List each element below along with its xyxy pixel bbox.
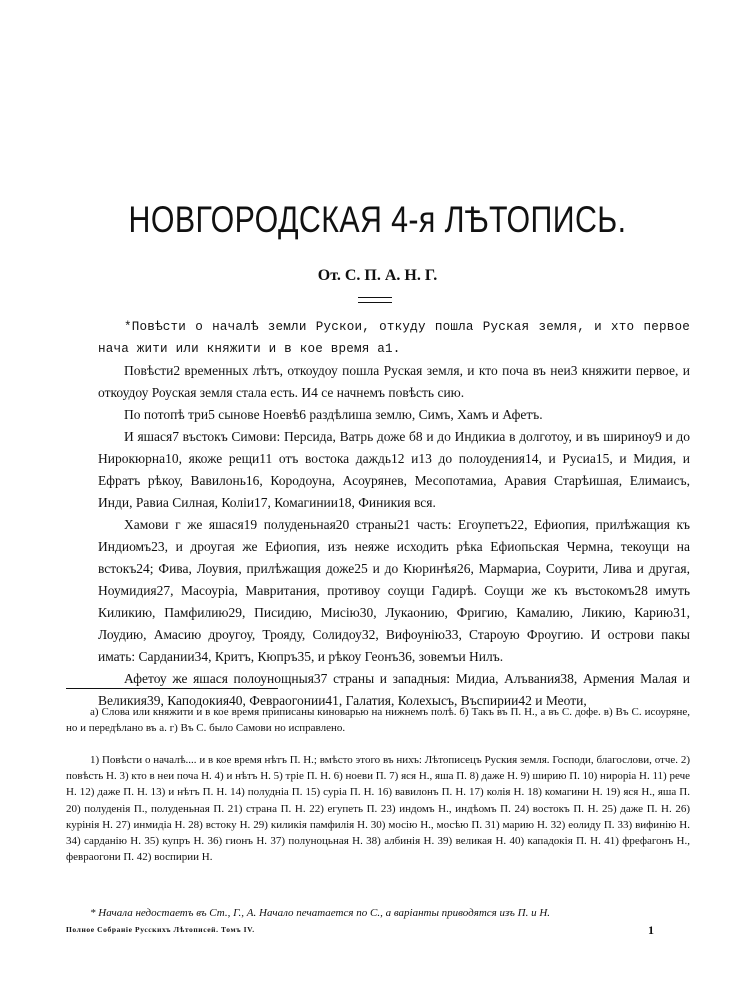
page-number: 1 (648, 923, 654, 937)
main-text (98, 316, 690, 712)
footnote-separator (66, 688, 278, 689)
page-subtitle: От. С. П. А. Н. Г. (317, 267, 438, 284)
paragraph: Афетоу же яшася полоунощныя37 страны и западныя: Мидиа, Алъвания38, Армения Малая и Великия39, Каподокия40, Февраогонии41, Галатия, Колехысъ, Въспирии42 и Меоти, (98, 671, 690, 708)
numbered-footnotes (66, 752, 690, 865)
intro-paragraph: *Повѣсти о началѣ земли Рускои, откуду пошла Руская земля, и хто первое нача жити или княжити и в кое время а1. (98, 320, 690, 356)
paragraph: Хамови г же яшася19 полуденьная20 страны21 часть: Егоупетъ22, Ефиопия, прилѣжащия къ Индиомъ23, и дроугая же Ефиопия, изъ неяже исходить рѣка Ефиопьская Чермна, текоущи на встокъ24; Фива, Лоувия, прилѣжащия доже25 и до Кюринѣя26, Мармариа, Соурити, Лива и другая, Ноумидия27, Масоуріа, Мавритания, противоу соущи Гадирѣ. Соущи же къ въстокомъ28 имуть Киликию, Памфилию29, Писидию, Мисiю30, Лукаонию, Фригию, Камалию, Ликию, Карию31, Лоудию, Амасию дроугоу, Трояду, Солидоу32, Вифоунiю33, Староую Фроугию. И острови пакы имать: Сардании34, Критъ, Кюпръ35, и рѣкоу Геонъ36, зовемъи Нилъ. (98, 517, 690, 664)
page-title: НОВГОРОДСКАЯ 4-я ЛѢТОПИСЬ. (128, 199, 627, 240)
footnote-lettered: а) Слова или княжити и в кое время приписаны киноварью на нижнемъ полѣ. б) Такъ въ П. Н., а въ С. дофе. в) Въ С. исоуряне, но и передѣлано въ а. г) Въ С. было Самови но исправлено. (66, 706, 690, 734)
star-footnote: * Начала недостаетъ въ Ст., Г., А. Начало печатается по С., а варiанты приводятся изъ П. и Н. (90, 907, 551, 919)
lettered-footnotes (66, 704, 690, 736)
paragraph: По потопѣ три5 сынове Ноевѣ6 раздѣлиша землю, Симъ, Хамъ и Афетъ. (124, 407, 543, 422)
paragraph: Повѣсти2 временных лѣтъ, откоудоу пошла Руская земля, и кто поча въ неи3 княжити первое, и откоудоу Роуская земля стала есть. И4 се начнемъ повѣсть сию. (98, 363, 690, 400)
paragraph: И яшася7 въстокъ Симови: Персида, Ватрь доже б8 и до Индикиа в долготоу, и въ шириноу9 и до Нирокюрна10, якоже рещи11 отъ востока даждь12 и13 до полоудения14, и Русиа15, и Мидия, и Ефратъ рѣкоу, Вавилонь16, Кородоуна, Асоурянев, Месопотамиа, Аравия Старѣишая, Елимаисъ, Инди, Равиа Силная, Колiи17, Комагинии18, Финикия вся. (98, 429, 690, 510)
series-footer: Полное Собранiе Русскихъ Лѣтописей. Томъ IV. (66, 925, 255, 934)
footnote-numbered: 1) Повѣсти о началѣ.... и в кое время нѣтъ П. Н.; вмѣсто этого въ нихъ: Лѣтописецъ Руския земля. Господи, благослови, отче. 2) повѣсть Н. 3) кто в неи поча Н. 4) и нѣтъ Н. 5) трiе П. Н. 6) ноеви П. 7) яся Н., яша П. 8) даже Н. 9) ширию П. 10) нирорiа Н. 11) рече Н. 12) даже П. Н. 13) и нѣтъ П. Н. 14) полуднiа П. 15) сурiа П. Н. 16) вавилонъ П. Н. 17) колiя Н. 18) комагини Н. 19) яся Н., яша П. 20) полуденiя П., полуденьная П. 21) страна П. Н. 22) егупеть П. 23) индомъ Н., индѣомъ П. 24) востокъ П. Н. 25) даже П. Н. 26) курiнiя Н. 27) инмидiа Н. 28) встоку Н. 29) киликiя памфилiя Н. 30) мосiю Н., мосѣю П. 31) марию Н. 32) еолиду П. 33) вифинiю Н. 34) сарданiю Н. 35) купръ Н. 36) гионъ Н. 37) полуноцьная Н. 38) албинiя Н. 39) великая Н. 40) кападокiя П. Н. 41) фрефагонъ Н., февраогони П. 42) воспирии Н. (66, 754, 690, 864)
title-double-rule (358, 297, 392, 303)
